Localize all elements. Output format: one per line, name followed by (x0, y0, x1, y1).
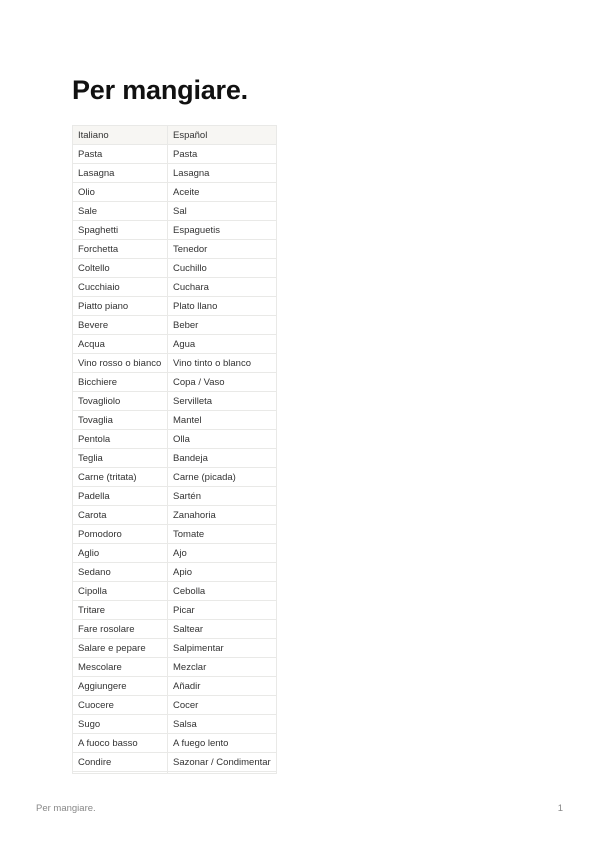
table-row (73, 240, 277, 259)
cell-italiano: Coltello (73, 259, 168, 278)
cell-italiano: Pasta (73, 145, 168, 164)
cell-espanol: Plato llano (168, 297, 277, 316)
cell-espanol: Pasta (168, 145, 277, 164)
cell-espanol: A fuego lento (168, 734, 277, 753)
table-row (73, 525, 277, 544)
vocabulary-table (72, 125, 277, 774)
cell-espanol: Cocer (168, 696, 277, 715)
cell-italiano: Bevere (73, 316, 168, 335)
cell-italiano: Sugo (73, 715, 168, 734)
cell-espanol: Saltear (168, 620, 277, 639)
cell-italiano: Pomodoro (73, 525, 168, 544)
cell-empty (168, 772, 277, 774)
cell-espanol: Picar (168, 601, 277, 620)
cell-italiano: Spaghetti (73, 221, 168, 240)
table-row (73, 620, 277, 639)
cell-italiano: Sedano (73, 563, 168, 582)
table-row (73, 411, 277, 430)
table-row (73, 753, 277, 772)
table-row (73, 563, 277, 582)
table-row (73, 658, 277, 677)
table-row (73, 373, 277, 392)
cell-espanol: Salsa (168, 715, 277, 734)
table-row (73, 677, 277, 696)
table-row (73, 145, 277, 164)
cell-italiano: Teglia (73, 449, 168, 468)
cell-espanol: Carne (picada) (168, 468, 277, 487)
cell-espanol: Cuchillo (168, 259, 277, 278)
table-row (73, 221, 277, 240)
cell-italiano: Sale (73, 202, 168, 221)
table-header-row (73, 126, 277, 145)
table-row-empty (73, 772, 277, 774)
cell-espanol: Agua (168, 335, 277, 354)
cell-espanol: Añadir (168, 677, 277, 696)
cell-empty (73, 772, 168, 774)
footer-title: Per mangiare. (36, 803, 96, 814)
column-header-espanol: Español (168, 126, 277, 145)
cell-italiano: Condire (73, 753, 168, 772)
cell-espanol: Apio (168, 563, 277, 582)
table-row (73, 696, 277, 715)
table-row (73, 259, 277, 278)
cell-italiano: Fare rosolare (73, 620, 168, 639)
cell-espanol: Beber (168, 316, 277, 335)
cell-espanol: Lasagna (168, 164, 277, 183)
table-row (73, 297, 277, 316)
column-header-italiano: Italiano (73, 126, 168, 145)
cell-espanol: Zanahoria (168, 506, 277, 525)
cell-italiano: Lasagna (73, 164, 168, 183)
cell-italiano: Aglio (73, 544, 168, 563)
cell-italiano: Tovagliolo (73, 392, 168, 411)
table-row (73, 202, 277, 221)
cell-italiano: A fuoco basso (73, 734, 168, 753)
table-row (73, 734, 277, 753)
table-row (73, 601, 277, 620)
cell-italiano: Cipolla (73, 582, 168, 601)
table-row (73, 183, 277, 202)
table-row (73, 487, 277, 506)
cell-espanol: Vino tinto o blanco (168, 354, 277, 373)
table-row (73, 164, 277, 183)
cell-espanol: Salpimentar (168, 639, 277, 658)
cell-espanol: Mantel (168, 411, 277, 430)
table-row (73, 582, 277, 601)
cell-espanol: Espaguetis (168, 221, 277, 240)
table-row (73, 639, 277, 658)
cell-italiano: Aggiungere (73, 677, 168, 696)
table-row (73, 430, 277, 449)
cell-italiano: Carne (tritata) (73, 468, 168, 487)
table-body (73, 145, 277, 774)
cell-espanol: Cebolla (168, 582, 277, 601)
cell-italiano: Forchetta (73, 240, 168, 259)
cell-italiano: Piatto piano (73, 297, 168, 316)
table-row (73, 392, 277, 411)
cell-espanol: Copa / Vaso (168, 373, 277, 392)
cell-espanol: Aceite (168, 183, 277, 202)
cell-espanol: Sartén (168, 487, 277, 506)
cell-italiano: Acqua (73, 335, 168, 354)
cell-espanol: Olla (168, 430, 277, 449)
page-title: Per mangiare. (72, 75, 248, 105)
table-row (73, 354, 277, 373)
cell-espanol: Cuchara (168, 278, 277, 297)
table-row (73, 316, 277, 335)
footer-page-number: 1 (557, 803, 563, 814)
table-row (73, 449, 277, 468)
table-row (73, 715, 277, 734)
cell-italiano: Padella (73, 487, 168, 506)
table-row (73, 278, 277, 297)
table-row (73, 335, 277, 354)
cell-italiano: Pentola (73, 430, 168, 449)
cell-espanol: Tomate (168, 525, 277, 544)
cell-italiano: Tritare (73, 601, 168, 620)
table-row (73, 468, 277, 487)
cell-espanol: Ajo (168, 544, 277, 563)
cell-espanol: Servilleta (168, 392, 277, 411)
cell-italiano: Carota (73, 506, 168, 525)
table-row (73, 544, 277, 563)
cell-italiano: Bicchiere (73, 373, 168, 392)
cell-espanol: Tenedor (168, 240, 277, 259)
cell-italiano: Tovaglia (73, 411, 168, 430)
cell-italiano: Cuocere (73, 696, 168, 715)
cell-italiano: Olio (73, 183, 168, 202)
table-row (73, 506, 277, 525)
cell-italiano: Mescolare (73, 658, 168, 677)
cell-espanol: Sal (168, 202, 277, 221)
cell-italiano: Salare e pepare (73, 639, 168, 658)
cell-espanol: Bandeja (168, 449, 277, 468)
cell-espanol: Mezclar (168, 658, 277, 677)
cell-italiano: Vino rosso o bianco (73, 354, 168, 373)
cell-espanol: Sazonar / Condimentar (168, 753, 277, 772)
cell-italiano: Cucchiaio (73, 278, 168, 297)
